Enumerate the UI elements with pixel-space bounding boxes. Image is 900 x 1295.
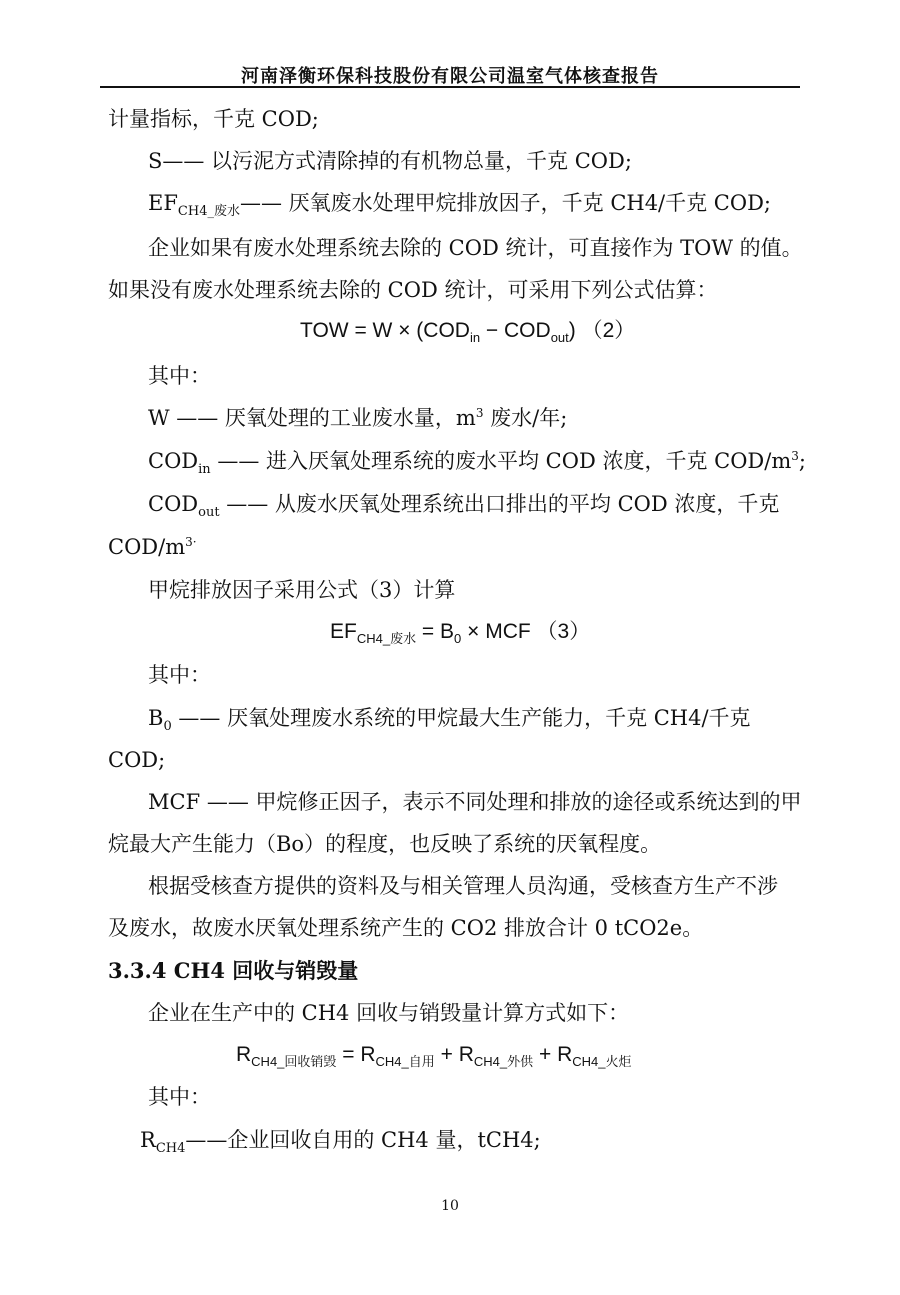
text-line: $COD_{in}$ —— 进入厌氧处理系统的废水平均 COD 浓度，千克 COD/$m^3$; xyxy=(148,449,806,477)
text-line: 烷最大产生能力（Bo）的程度，也反映了系统的厌氧程度。 xyxy=(108,832,662,856)
text-line: 企业在生产中的 CH4 回收与销毁量计算方式如下： xyxy=(148,1001,630,1025)
text-line: 其中： xyxy=(148,1085,211,1109)
text-line: S—— 以污泥方式清除掉的有机物总量，千克 COD; xyxy=(148,149,632,173)
text-line: $B_0$ —— 厌氧处理废水系统的甲烷最大生产能力，千克 CH4/千克 xyxy=(148,706,751,734)
text-line: 根据受核查方提供的资料及与相关管理人员沟通，受核查方生产不涉 xyxy=(148,874,778,898)
formula-2: TOW = $W \times (COD_{in} - COD_{out})$ （2） xyxy=(300,319,636,345)
text-line: 甲烷排放因子采用公式（3）计算 xyxy=(148,578,456,602)
text-line: 企业如果有废水处理系统去除的 COD 统计，可直接作为 TOW 的值。 xyxy=(148,236,803,260)
formula-4: $R_{CH4\_回收销毁} = R_{CH4\_自用} + R_{CH4\_外供} + R_{CH4\_火炬}$ xyxy=(236,1043,632,1069)
page-number: 10 xyxy=(441,1198,459,1214)
text-line: 其中： xyxy=(148,364,211,388)
text-line: $COD_{out}$ —— 从废水厌氧处理系统出口排出的平均 COD 浓度，千克 xyxy=(148,492,780,520)
text-line: 其中： xyxy=(148,663,211,687)
page-header: 河南泽衡环保科技股份有限公司温室气体核查报告 xyxy=(241,66,659,87)
text-line: $R_{CH4}——$企业回收自用的 CH4 量，tCH4; xyxy=(140,1128,541,1156)
text-line: COD/$m^{3\cdot}$ xyxy=(108,535,197,559)
formula-3: $EF_{CH4\_废水} = B_0$ × MCF （3） xyxy=(330,620,591,646)
header-rule xyxy=(100,86,800,88)
text-line: 计量指标，千克 COD; xyxy=(108,107,319,131)
section-heading: 3.3.4 CH4 回收与销毁量 xyxy=(108,958,359,983)
text-line: MCF —— 甲烷修正因子，表示不同处理和排放的途径或系统达到的甲 xyxy=(148,790,802,814)
text-line: W —— 厌氧处理的工业废水量，$m^3$ 废水/年; xyxy=(148,406,568,430)
text-line: $EF_{CH4\_废水}——$ 厌氧废水处理甲烷排放因子，千克 CH4/千克 COD; xyxy=(148,191,772,219)
text-line: 如果没有废水处理系统去除的 COD 统计，可采用下列公式估算： xyxy=(108,278,718,302)
text-line: COD; xyxy=(108,748,166,772)
text-line: 及废水，故废水厌氧处理系统产生的 CO2 排放合计 0 tCO2e。 xyxy=(108,916,704,940)
